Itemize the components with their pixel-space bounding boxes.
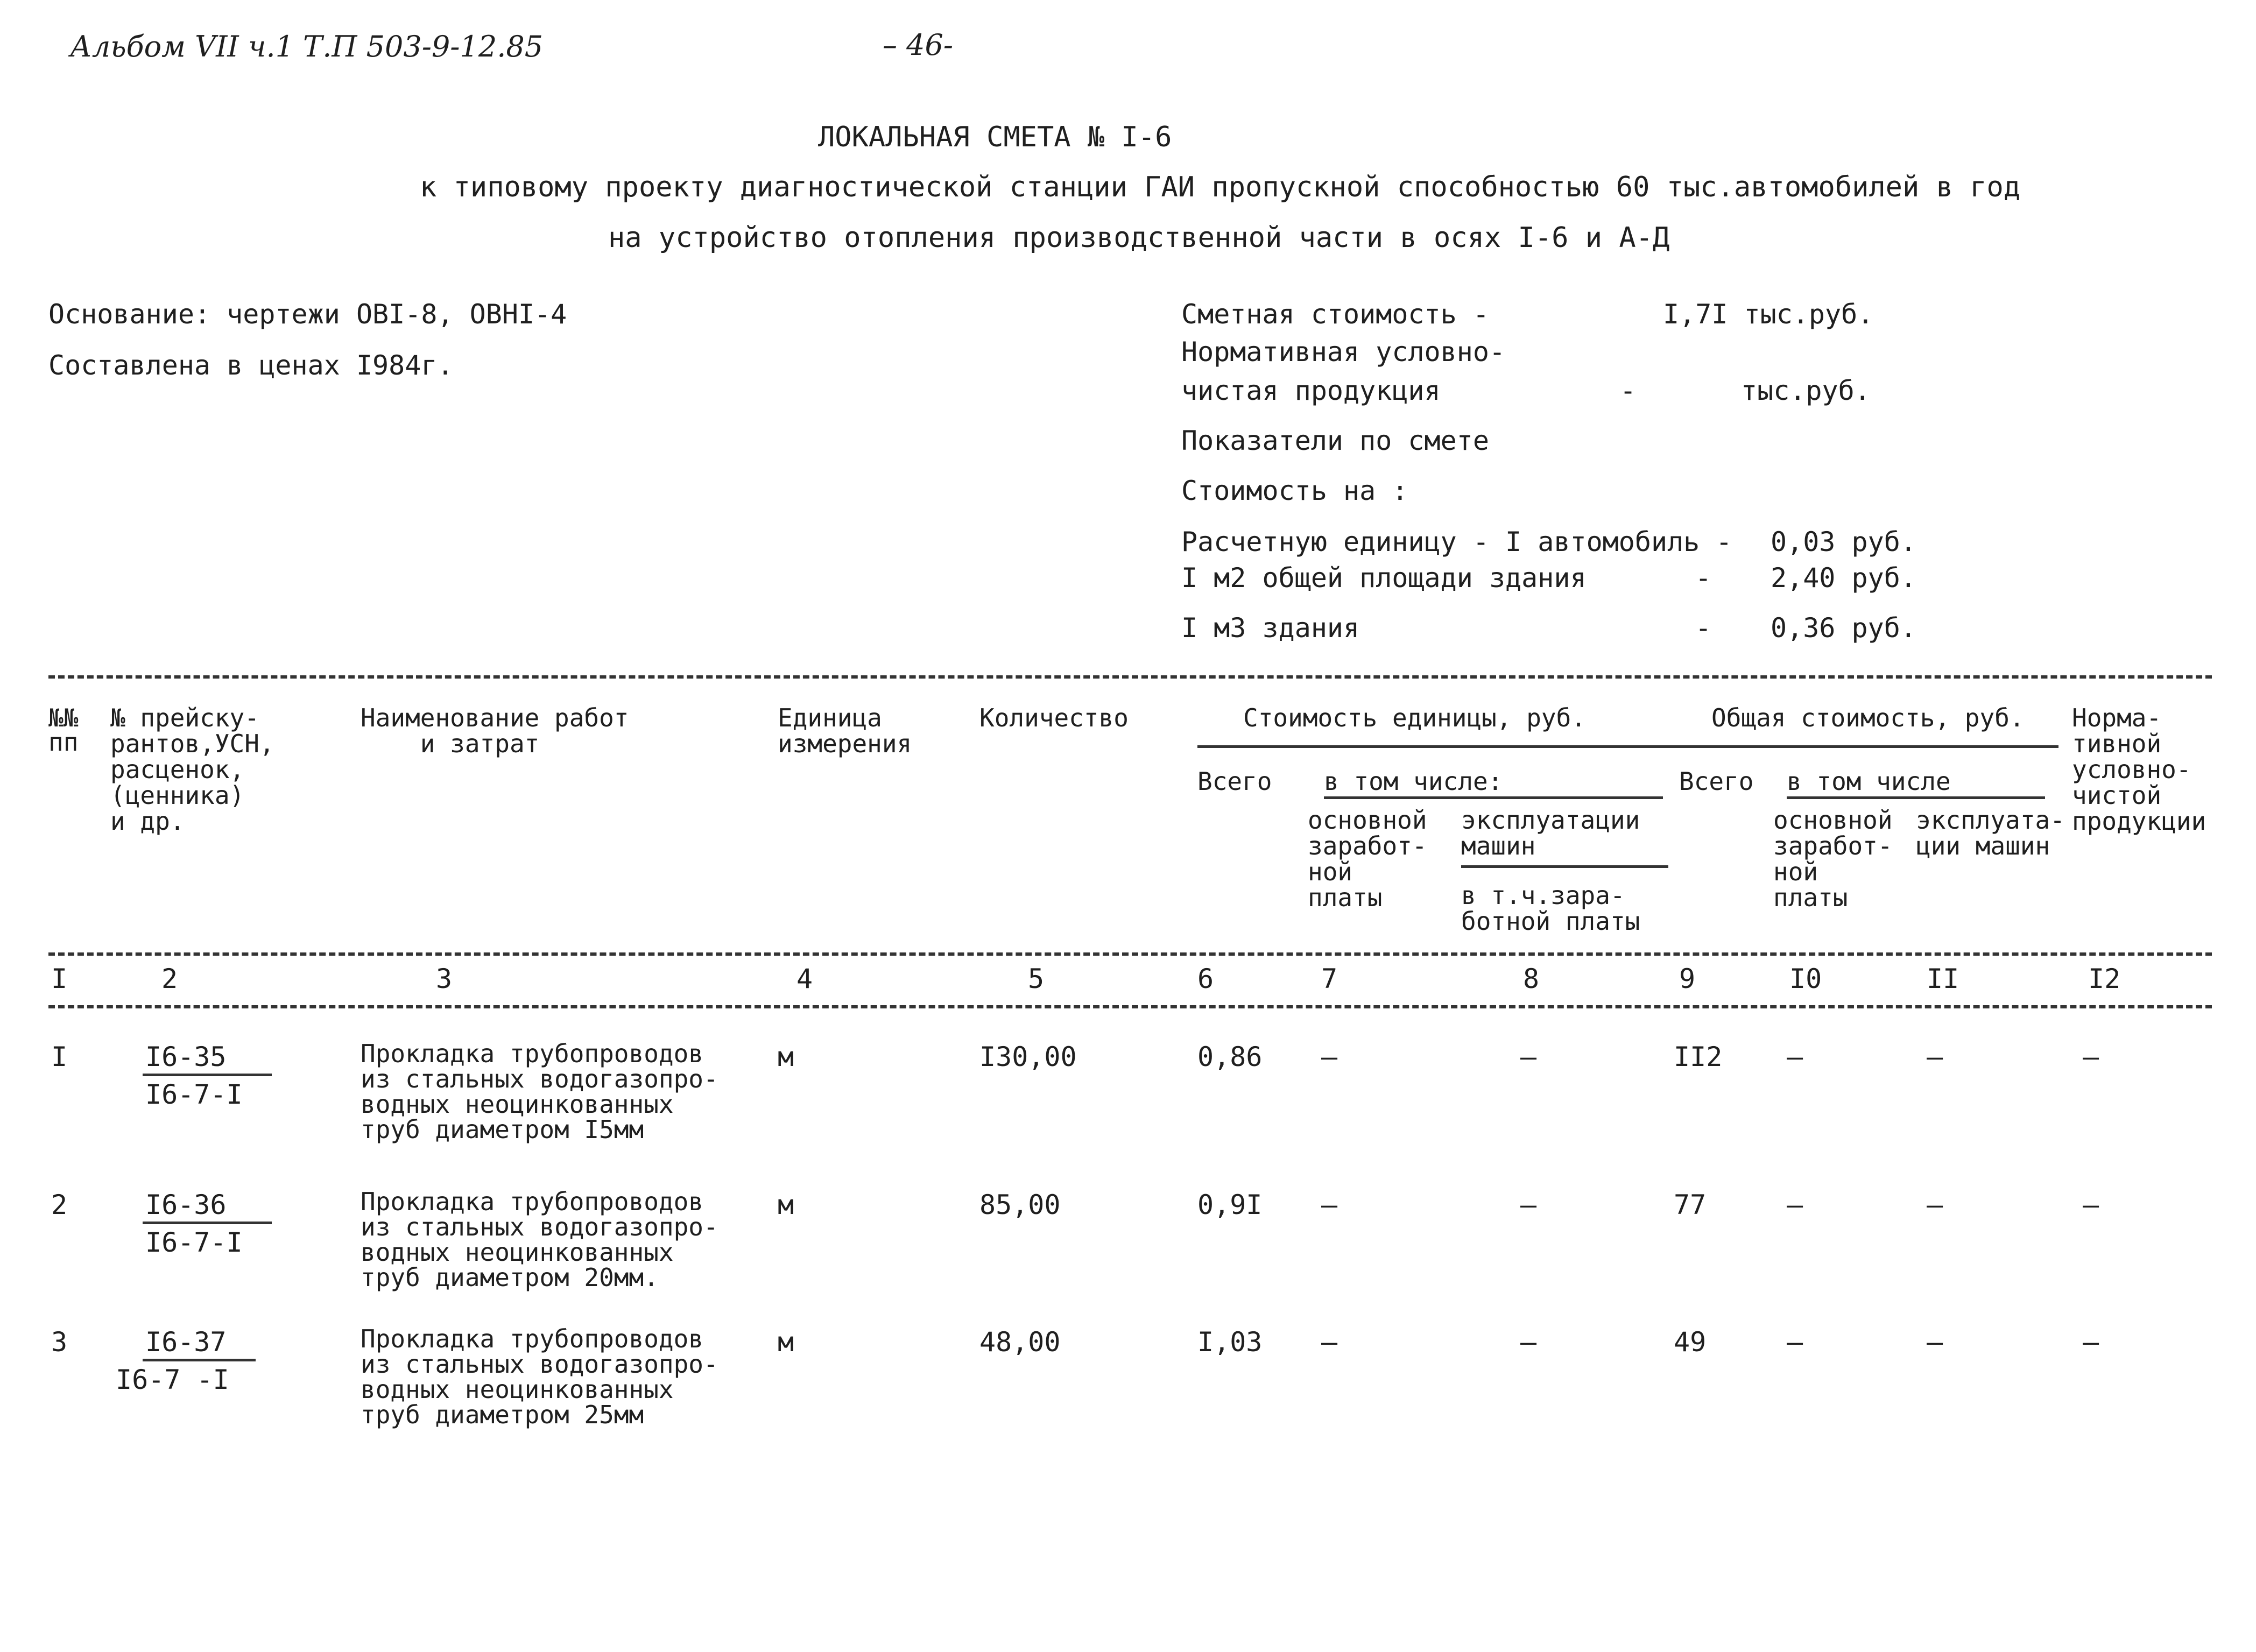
document-subtitle-2: на устройство отопления производственной части в осях I-6 и А-Д (608, 222, 1670, 254)
col-number-11: II (1927, 963, 1959, 994)
header-total-all: Всего (1679, 767, 1754, 796)
album-reference: Альбом VII ч.1 Т.П 503-9-12.85 (70, 30, 544, 63)
document-subtitle: к типовому проекту диагностической станции ГАИ пропускной способностью 60 тыс.автомобилей в год (420, 171, 2021, 203)
basis-drawings: Основание: чертежи OBI-8, OBHI-4 (48, 299, 567, 330)
norm-product-value: тыс.руб. (1741, 375, 1871, 406)
header-divider-cost (1197, 745, 2058, 748)
row-work-name: Прокладка трубопроводов из стальных водогазопро- водных неоцинкованных труб диаметром 20мм. (361, 1187, 718, 1292)
header-unit: Единица измерения (778, 703, 912, 758)
row-col11: – (1927, 1326, 1943, 1358)
header-num: №№ (48, 703, 79, 732)
row-col8: – (1520, 1041, 1537, 1072)
m2-cost-label: I м2 общей площади здания (1181, 562, 1587, 594)
row-num: 2 (51, 1189, 68, 1220)
estimated-cost-label: Сметная стоимость - (1181, 299, 1489, 330)
row-col7: – (1321, 1189, 1338, 1220)
m3-cost-label: I м3 здания (1181, 612, 1360, 644)
m2-cost-dash: - (1695, 562, 1712, 594)
row-code-bottom: I6-7 -I (116, 1364, 229, 1395)
cost-per-label: Стоимость на : (1181, 475, 1408, 506)
col-number-9: 9 (1679, 963, 1696, 994)
header-total-cost: Общая стоимость, руб. (1711, 703, 2025, 732)
col-numbers-rule (48, 1005, 2212, 1008)
estimated-cost-value: I,7I тыс.руб. (1663, 299, 1874, 330)
col-number-12: I2 (2088, 963, 2121, 994)
row-col7: – (1321, 1326, 1338, 1358)
row-code-top: I6-35 (145, 1041, 227, 1072)
row-col8: – (1520, 1326, 1537, 1358)
row-num: I (51, 1041, 68, 1072)
header-unit-machines: эксплуатации машин (1461, 806, 1640, 860)
row-total-cost: 77 (1674, 1189, 1707, 1220)
header-bottom-rule (48, 952, 2212, 956)
header-total-including: в том числе (1787, 768, 2045, 799)
m3-cost-dash: - (1695, 612, 1712, 644)
norm-product-dash: - (1620, 375, 1637, 406)
col-number-7: 7 (1321, 963, 1338, 994)
header-price-code: № прейску- рантов,УСН, расценок, (ценника) и др. (110, 703, 274, 836)
header-work-name: Наименование работ и затрат (361, 703, 629, 758)
row-unit: м (778, 1041, 794, 1072)
row-total-cost: 49 (1674, 1326, 1707, 1358)
row-code-top: I6-37 (145, 1326, 227, 1358)
col-number-10: I0 (1789, 963, 1822, 994)
col-number-5: 5 (1028, 963, 1045, 994)
unit-cost-label: Расчетную единицу - I автомобиль - (1181, 526, 1732, 557)
row-unit-cost: 0,9I (1197, 1189, 1263, 1220)
row-unit-cost: I,03 (1197, 1326, 1263, 1358)
header-quantity: Количество (979, 703, 1129, 732)
row-col12: – (2083, 1326, 2099, 1358)
row-unit-cost: 0,86 (1197, 1041, 1263, 1072)
basis-prices: Составлена в ценах I984г. (48, 350, 454, 381)
row-work-name: Прокладка трубопроводов из стальных водогазопро- водных неоцинкованных труб диаметром I5мм (361, 1039, 718, 1144)
row-code-bottom: I6-7-I (145, 1079, 243, 1110)
page-number: – 46- (883, 28, 954, 62)
header-divider-machines (1461, 865, 1668, 868)
document-title: ЛОКАЛЬНАЯ СМЕТА № I-6 (818, 121, 1172, 153)
header-total-salary: основной заработ- ной платы (1773, 806, 1893, 912)
row-col8: – (1520, 1189, 1537, 1220)
m2-cost-value: 2,40 руб. (1771, 562, 1916, 594)
row-num: 3 (51, 1326, 68, 1358)
row-code-top: I6-36 (145, 1189, 227, 1220)
header-norm-product: Норма- тивной условно- чистой продукции (2072, 703, 2206, 836)
row-col7: – (1321, 1041, 1338, 1072)
row-code-bottom: I6-7-I (145, 1227, 243, 1258)
row-quantity: 48,00 (979, 1326, 1061, 1358)
row-code-rule (143, 1074, 272, 1076)
row-col10: – (1787, 1041, 1803, 1072)
row-total-cost: II2 (1674, 1041, 1723, 1072)
unit-cost-value: 0,03 руб. (1771, 526, 1916, 557)
header-unit-salary: основной заработ- ной платы (1308, 806, 1427, 912)
norm-product-label-2: чистая продукция (1181, 375, 1441, 406)
row-unit: м (778, 1189, 794, 1220)
header-total-machines: эксплуата- ции машин (1916, 806, 2065, 860)
col-number-6: 6 (1197, 963, 1214, 994)
row-col10: – (1787, 1189, 1803, 1220)
table-top-rule (48, 675, 2212, 679)
row-col12: – (2083, 1041, 2099, 1072)
row-col11: – (1927, 1041, 1943, 1072)
row-work-name: Прокладка трубопроводов из стальных водогазопро- водных неоцинкованных труб диаметром 25мм (361, 1324, 718, 1429)
row-quantity: I30,00 (979, 1041, 1077, 1072)
header-unit-all: Всего (1197, 767, 1272, 796)
header-unit-cost: Стоимость единицы, руб. (1243, 703, 1586, 732)
row-code-rule (143, 1359, 256, 1361)
row-quantity: 85,00 (979, 1189, 1061, 1220)
row-unit: м (778, 1326, 794, 1358)
header-unit-including: в том числе: (1324, 768, 1663, 799)
row-col12: – (2083, 1189, 2099, 1220)
col-number-1: I (51, 963, 68, 994)
indicators-label: Показатели по смете (1181, 425, 1489, 456)
col-number-2: 2 (161, 963, 178, 994)
header-unit-machine-salary: в т.ч.зара- ботной платы (1461, 881, 1640, 936)
row-col10: – (1787, 1326, 1803, 1358)
row-code-rule (143, 1222, 272, 1224)
col-number-8: 8 (1523, 963, 1540, 994)
col-number-4: 4 (796, 963, 813, 994)
m3-cost-value: 0,36 руб. (1771, 612, 1916, 644)
norm-product-label: Нормативная условно- (1181, 336, 1506, 368)
row-col11: – (1927, 1189, 1943, 1220)
col-number-3: 3 (436, 963, 453, 994)
header-num-2: пп (48, 728, 79, 757)
